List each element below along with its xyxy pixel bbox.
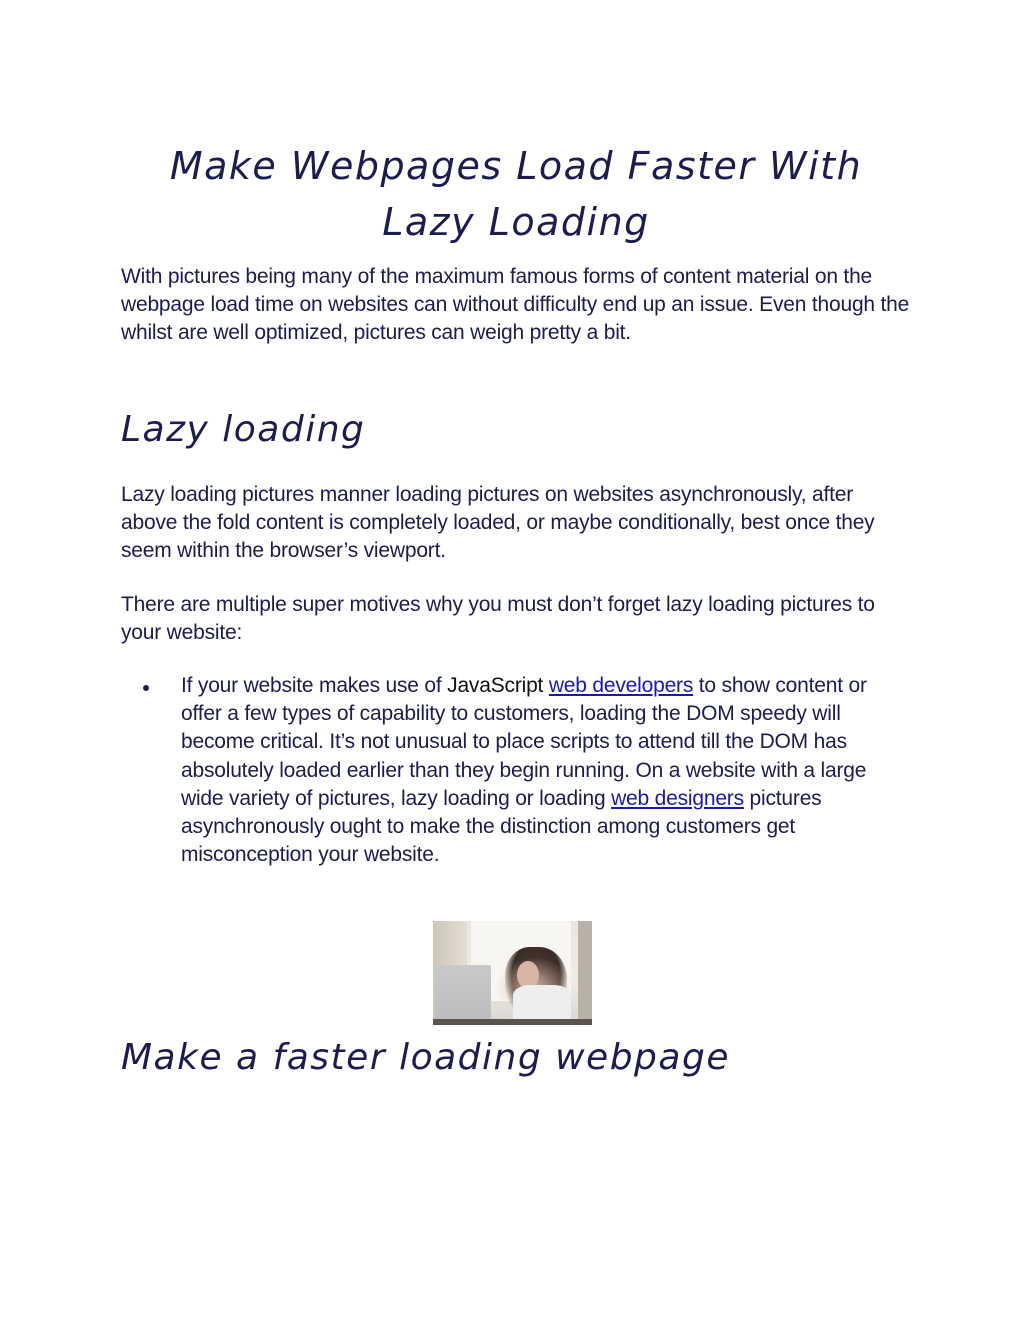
intro-paragraph: With pictures being many of the maximum famous forms of content material on the webpage load time on websites can without difficulty end up an issue. Even though the whilst are well optimized, pictures can weigh pretty a bit.	[121, 265, 910, 345]
page-title: Make Webpages Load Faster With Lazy Loading	[169, 144, 863, 244]
bullet-text-middle: to show content or offer a few types of capability to customers, loading the DOM speedy will become critical. It’s not unusual to place scripts to attend till the DOM has absolutely loaded earlier than they begin running. On a website with a large wide variety of pictures, lazy loading or loading	[181, 674, 867, 810]
javascript-term: JavaScript	[447, 674, 544, 697]
image-desk	[433, 1019, 592, 1025]
bullet-text-start: If your website makes use of	[181, 674, 448, 697]
frustrated-woman-laptop-image	[433, 921, 592, 1025]
list-item	[121, 672, 911, 869]
reasons-list	[121, 672, 911, 869]
image-person-shirt	[513, 985, 571, 1019]
reasons-intro-paragraph: There are multiple super motives why you must don’t forget lazy loading pictures to your website:	[121, 593, 875, 645]
web-designers-link[interactable]: web designers	[611, 786, 744, 810]
bullet-text-end: pictures asynchronously ought to make the distinction among customers get misconception your website.	[181, 786, 822, 867]
image-window-frame-right	[578, 921, 592, 1025]
section-heading-lazy-loading: Lazy loading	[121, 409, 366, 450]
image-laptop	[435, 965, 491, 1021]
bullet-icon	[143, 685, 149, 691]
section-heading-faster-webpage: Make a faster loading webpage	[121, 1037, 730, 1078]
lazy-loading-definition-paragraph: Lazy loading pictures manner loading pictures on websites asynchronously, after above the fold content is completely loaded, or maybe conditionally, best once they seem within the browser’s viewport.	[121, 483, 875, 563]
web-developers-link[interactable]: web developers	[548, 674, 694, 697]
